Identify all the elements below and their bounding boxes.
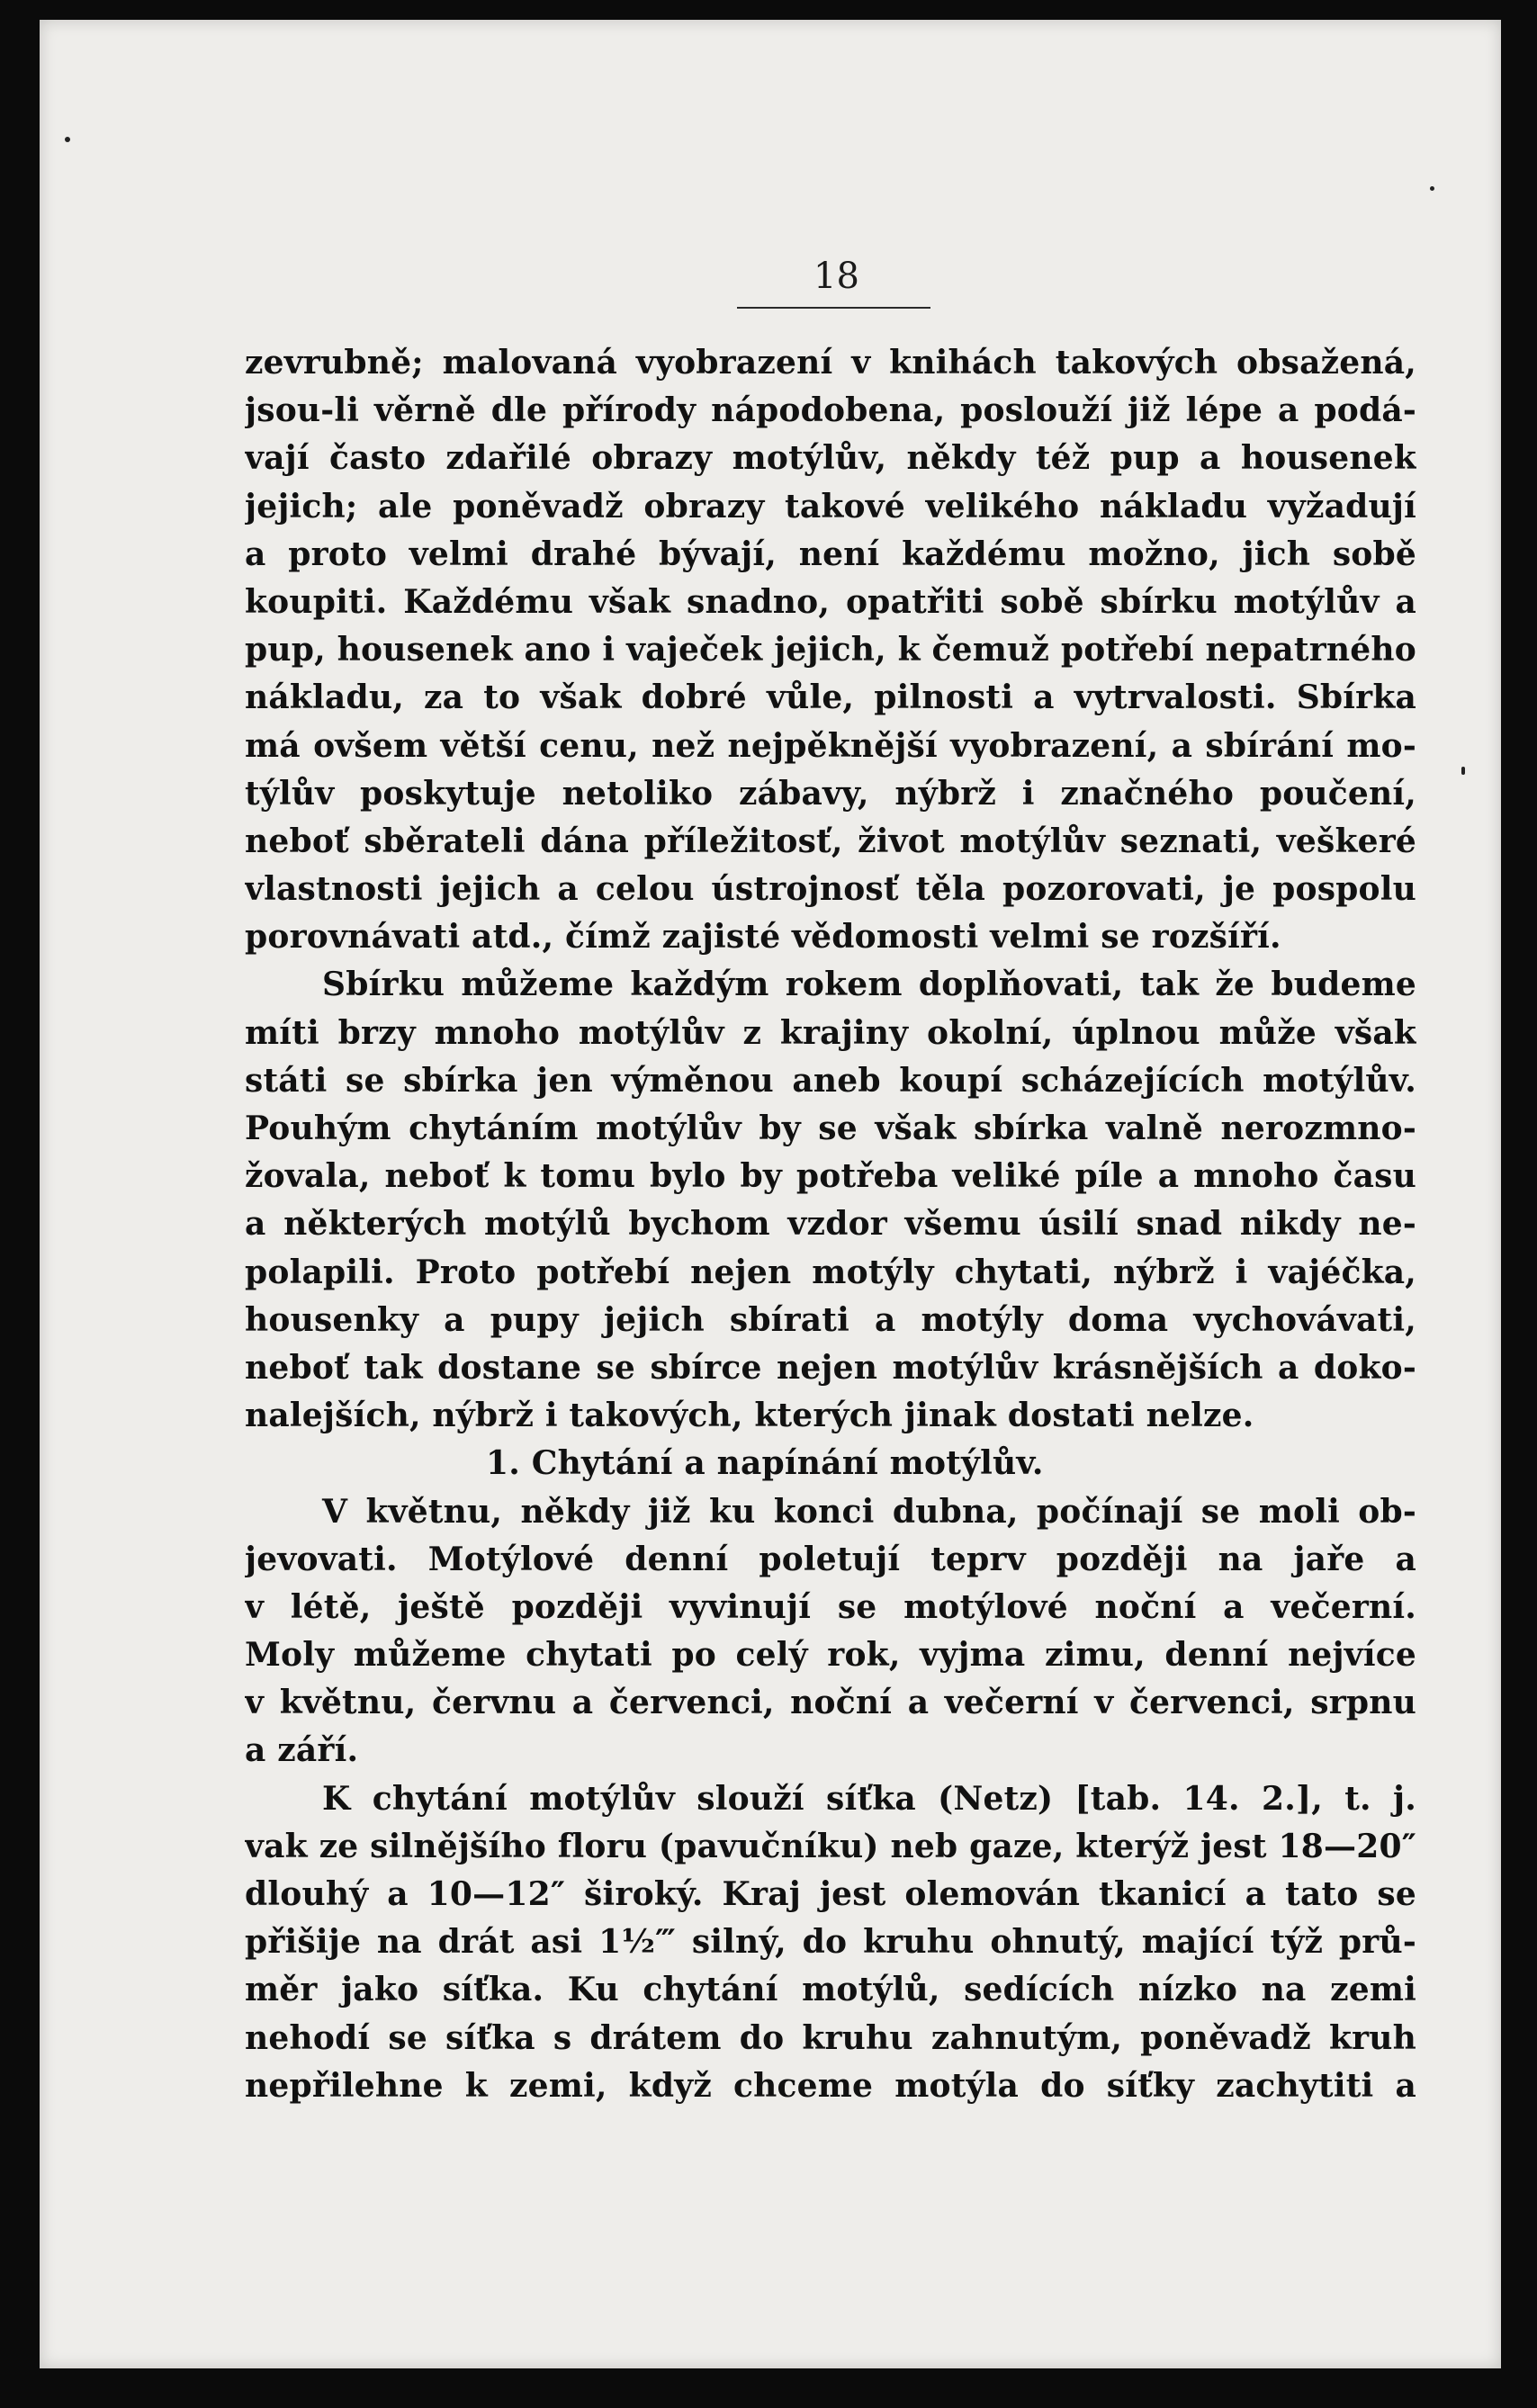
paragraph-start-line: K chytání motýlův slouží síťka (Netz) [tab. 14. 2.], t. j.	[322, 1779, 1416, 1818]
text-line: nalejších, nýbrž i takových, kterých jinak dostati nelze.	[245, 1397, 1254, 1435]
book-page	[40, 20, 1501, 2368]
text-line: vak ze silnějšího floru (pavučníku) neb gaze, kterýž jest 18—20″	[245, 1827, 1416, 1865]
text-line: neboť sběrateli dána příležitosť, život motýlův seznati, veškeré	[245, 822, 1416, 860]
text-line: Moly můžeme chytati po celý rok, vyjma zimu, denní nejvíce	[245, 1636, 1416, 1675]
text-line: vají často zdařilé obrazy motýlův, někdy též pup a housenek	[245, 439, 1416, 478]
page-number-rule	[737, 307, 930, 309]
text-line: v létě, ještě později vyvinují se motýlové noční a večerní.	[245, 1587, 1416, 1626]
text-line: má ovšem větší cenu, než nejpěknější vyobrazení, a sbírání mo-	[245, 726, 1416, 765]
text-line: a proto velmi drahé bývají, není každému možno, jich sobě	[245, 535, 1416, 573]
text-line: pup, housenek ano i vaječek jejich, k čemuž potřebí nepatrného	[245, 631, 1416, 669]
text-line: týlův poskytuje netoliko zábavy, nýbrž i značného poučení,	[245, 774, 1416, 813]
text-line: koupiti. Každému však snadno, opatřiti sobě sbírku motýlův a	[245, 582, 1416, 621]
text-line: a některých motýlů bychom vzdor všemu úsilí snad nikdy ne-	[245, 1205, 1416, 1244]
text-line: Pouhým chytáním motýlův by se však sbírka valně nerozmno-	[245, 1110, 1416, 1147]
paragraph-start-line: V květnu, někdy již ku konci dubna, počínají se moli ob-	[322, 1492, 1416, 1531]
text-line: dlouhý a 10—12″ široký. Kraj jest olemován tkanicí a tato se	[245, 1875, 1416, 1913]
scan-speck	[1461, 767, 1465, 775]
text-line: míti brzy mnoho motýlův z krajiny okolní, úplnou může však	[245, 1013, 1416, 1052]
text-line: jejich; ale poněvadž obrazy takové velikého nákladu vyžadují	[245, 487, 1416, 526]
text-line: nepřilehne k zemi, když chceme motýla do síťky zachytiti a	[245, 2066, 1416, 2105]
text-line: nákladu, za to však dobré vůle, pilnosti a vytrvalosti. Sbírka	[245, 678, 1416, 717]
scan-speck	[65, 137, 70, 142]
paragraph-start-line: Sbírku můžeme každým rokem doplňovati, tak že budeme	[322, 966, 1416, 1004]
scan-speck	[1430, 186, 1434, 191]
text-line: jsou-li věrně dle přírody nápodobena, poslouží již lépe a podá-	[245, 391, 1416, 430]
text-line: a září.	[245, 1731, 359, 1770]
text-line: nehodí se síťka s drátem do kruhu zahnutým, poněvadž kruh	[245, 2018, 1416, 2057]
text-line: neboť tak dostane se sbírce nejen motýlův krásnějších a doko-	[245, 1348, 1416, 1387]
body-text	[245, 339, 1416, 2110]
text-line: státi se sbírka jen výměnou aneb koupí scházejících motýlův.	[245, 1061, 1416, 1100]
page-number: 18	[813, 256, 859, 297]
text-line: v květnu, červnu a červenci, noční a večerní v červenci, srpnu	[245, 1684, 1416, 1722]
text-line: polapili. Proto potřebí nejen motýly chytati, nýbrž i vajéčka,	[245, 1253, 1416, 1291]
text-line: vlastnosti jejich a celou ústrojnosť těla pozorovati, je pospolu	[245, 870, 1416, 909]
text-line: housenky a pupy jejich sbírati a motýly doma vychovávati,	[245, 1300, 1416, 1339]
text-line: přišije na drát asi 1½‴ silný, do kruhu ohnutý, mající týž prů-	[245, 1923, 1416, 1962]
text-line: měr jako síťka. Ku chytání motýlů, sedících nízko na zemi	[245, 1971, 1416, 2009]
text-line: porovnávati atd., čímž zajisté vědomosti velmi se rozšíří.	[245, 918, 1281, 957]
text-line: žovala, neboť k tomu bylo by potřeba veliké píle a mnoho času	[245, 1157, 1416, 1196]
text-line: zevrubně; malovaná vyobrazení v knihách takových obsažená,	[245, 344, 1416, 382]
section-heading: 1. Chytání a napínání motýlův.	[486, 1444, 1044, 1483]
text-line: jevovati. Motýlové denní poletují teprv později na jaře a	[245, 1540, 1416, 1578]
